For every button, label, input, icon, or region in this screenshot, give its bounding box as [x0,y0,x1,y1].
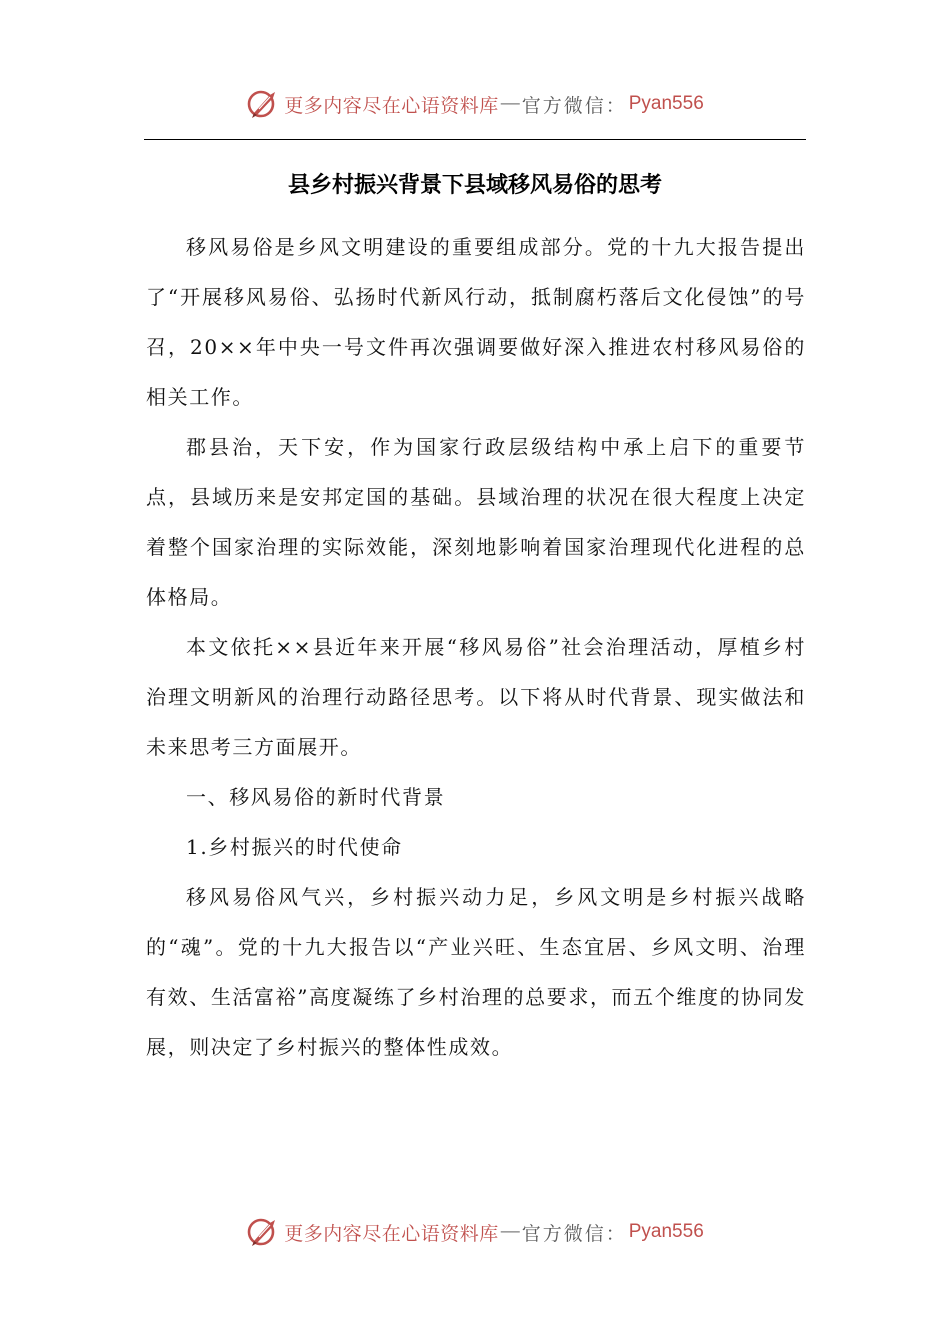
header-brand-text: 更多内容尽在心语资料库 [284,94,499,117]
footer-wechat-label: 官方微信： [521,1222,627,1245]
subsection-heading: 1.乡村振兴的时代使命 [186,835,403,859]
paragraph: 郡县治，天下安，作为国家行政层级结构中承上启下的重要节点，县域历来是安邦定国的基础。县域治理的状况在很大程度上决定着整个国家治理的实际效能，深刻地影响着国家治理现代化进程的总体格局。 [146,435,806,609]
header-divider [144,139,806,140]
document-body [146,222,806,1072]
paragraph: 移风易俗是乡风文明建设的重要组成部分。党的十九大报告提出了“开展移风易俗、弘扬时代新风行动，抵制腐朽落后文化侵蚀”的号召，20××年中央一号文件再次强调要做好深入推进农村移风易俗的相关工作。 [146,235,806,409]
pen-logo-icon [246,1215,280,1249]
footer-brand-text: 更多内容尽在心语资料库 [284,1222,499,1245]
paragraph: 本文依托××县近年来开展“移风易俗”社会治理活动，厚植乡村治理文明新风的治理行动路径思考。以下将从时代背景、现实做法和未来思考三方面展开。 [146,635,806,759]
footer-wechat-id: Pyan556 [628,1221,704,1242]
header-dash: — [500,93,520,114]
header-wechat-id: Pyan556 [628,93,704,114]
footer-dash: — [500,1221,520,1242]
section-heading: 一、移风易俗的新时代背景 [186,785,446,809]
footer-banner [0,1212,950,1252]
pen-logo-icon [246,87,280,121]
header-banner [0,84,950,124]
paragraph: 移风易俗风气兴，乡村振兴动力足，乡风文明是乡村振兴战略的“魂”。党的十九大报告以“产业兴旺、生态宜居、乡风文明、治理有效、生活富裕”高度凝练了乡村治理的总要求，而五个维度的协同发展，则决定了乡村振兴的整体性成效。 [146,885,806,1059]
header-wechat-label: 官方微信： [521,94,627,117]
document-title: 县乡村振兴背景下县域移风易俗的思考 [287,173,662,198]
